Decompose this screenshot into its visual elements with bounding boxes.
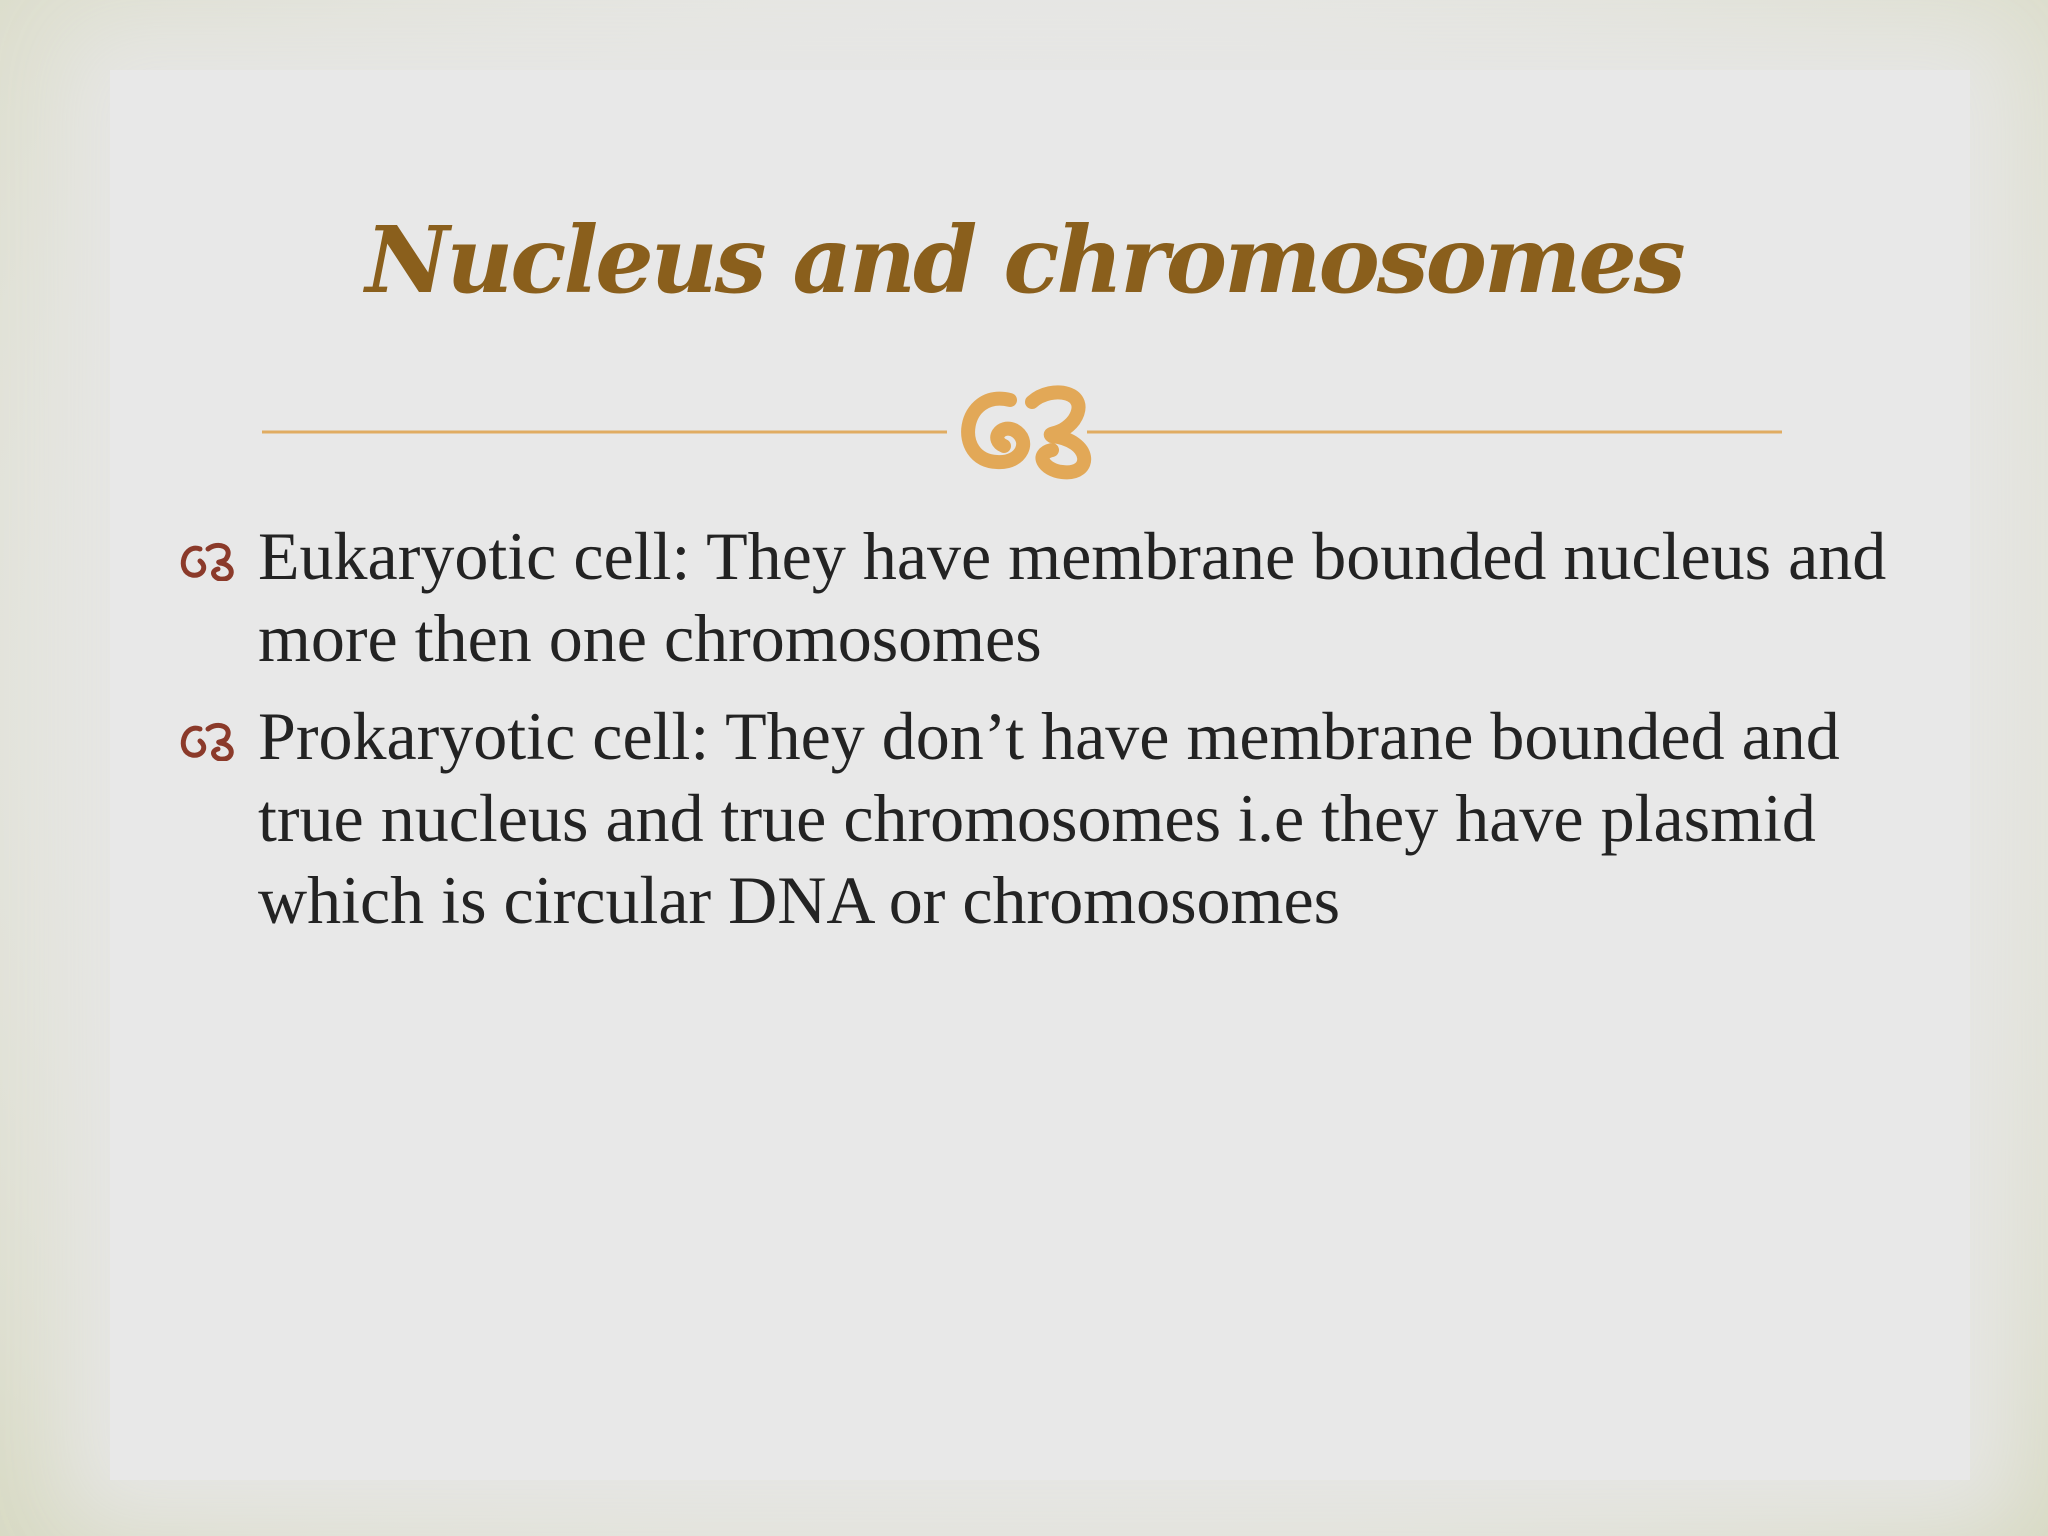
scroll-ornament-icon [968,392,1084,472]
scroll-bullet-icon [174,721,240,761]
slide-title: Nucleus and chromosomes [365,206,1683,314]
bullet-item-eukaryotic [170,515,1890,679]
scroll-bullet-icon [174,541,240,581]
title-divider [262,380,1782,480]
bullet-item-prokaryotic [170,695,1890,941]
bullet-text: Eukaryotic cell: They have membrane bounded nucleus and more then one chromosomes [258,518,1887,676]
bullet-text: Prokaryotic cell: They don’t have membrane bounded and true nucleus and true chromosomes i.e they have plasmid which is circular DNA or chromosomes [258,698,1840,938]
bullet-list [170,515,1890,941]
